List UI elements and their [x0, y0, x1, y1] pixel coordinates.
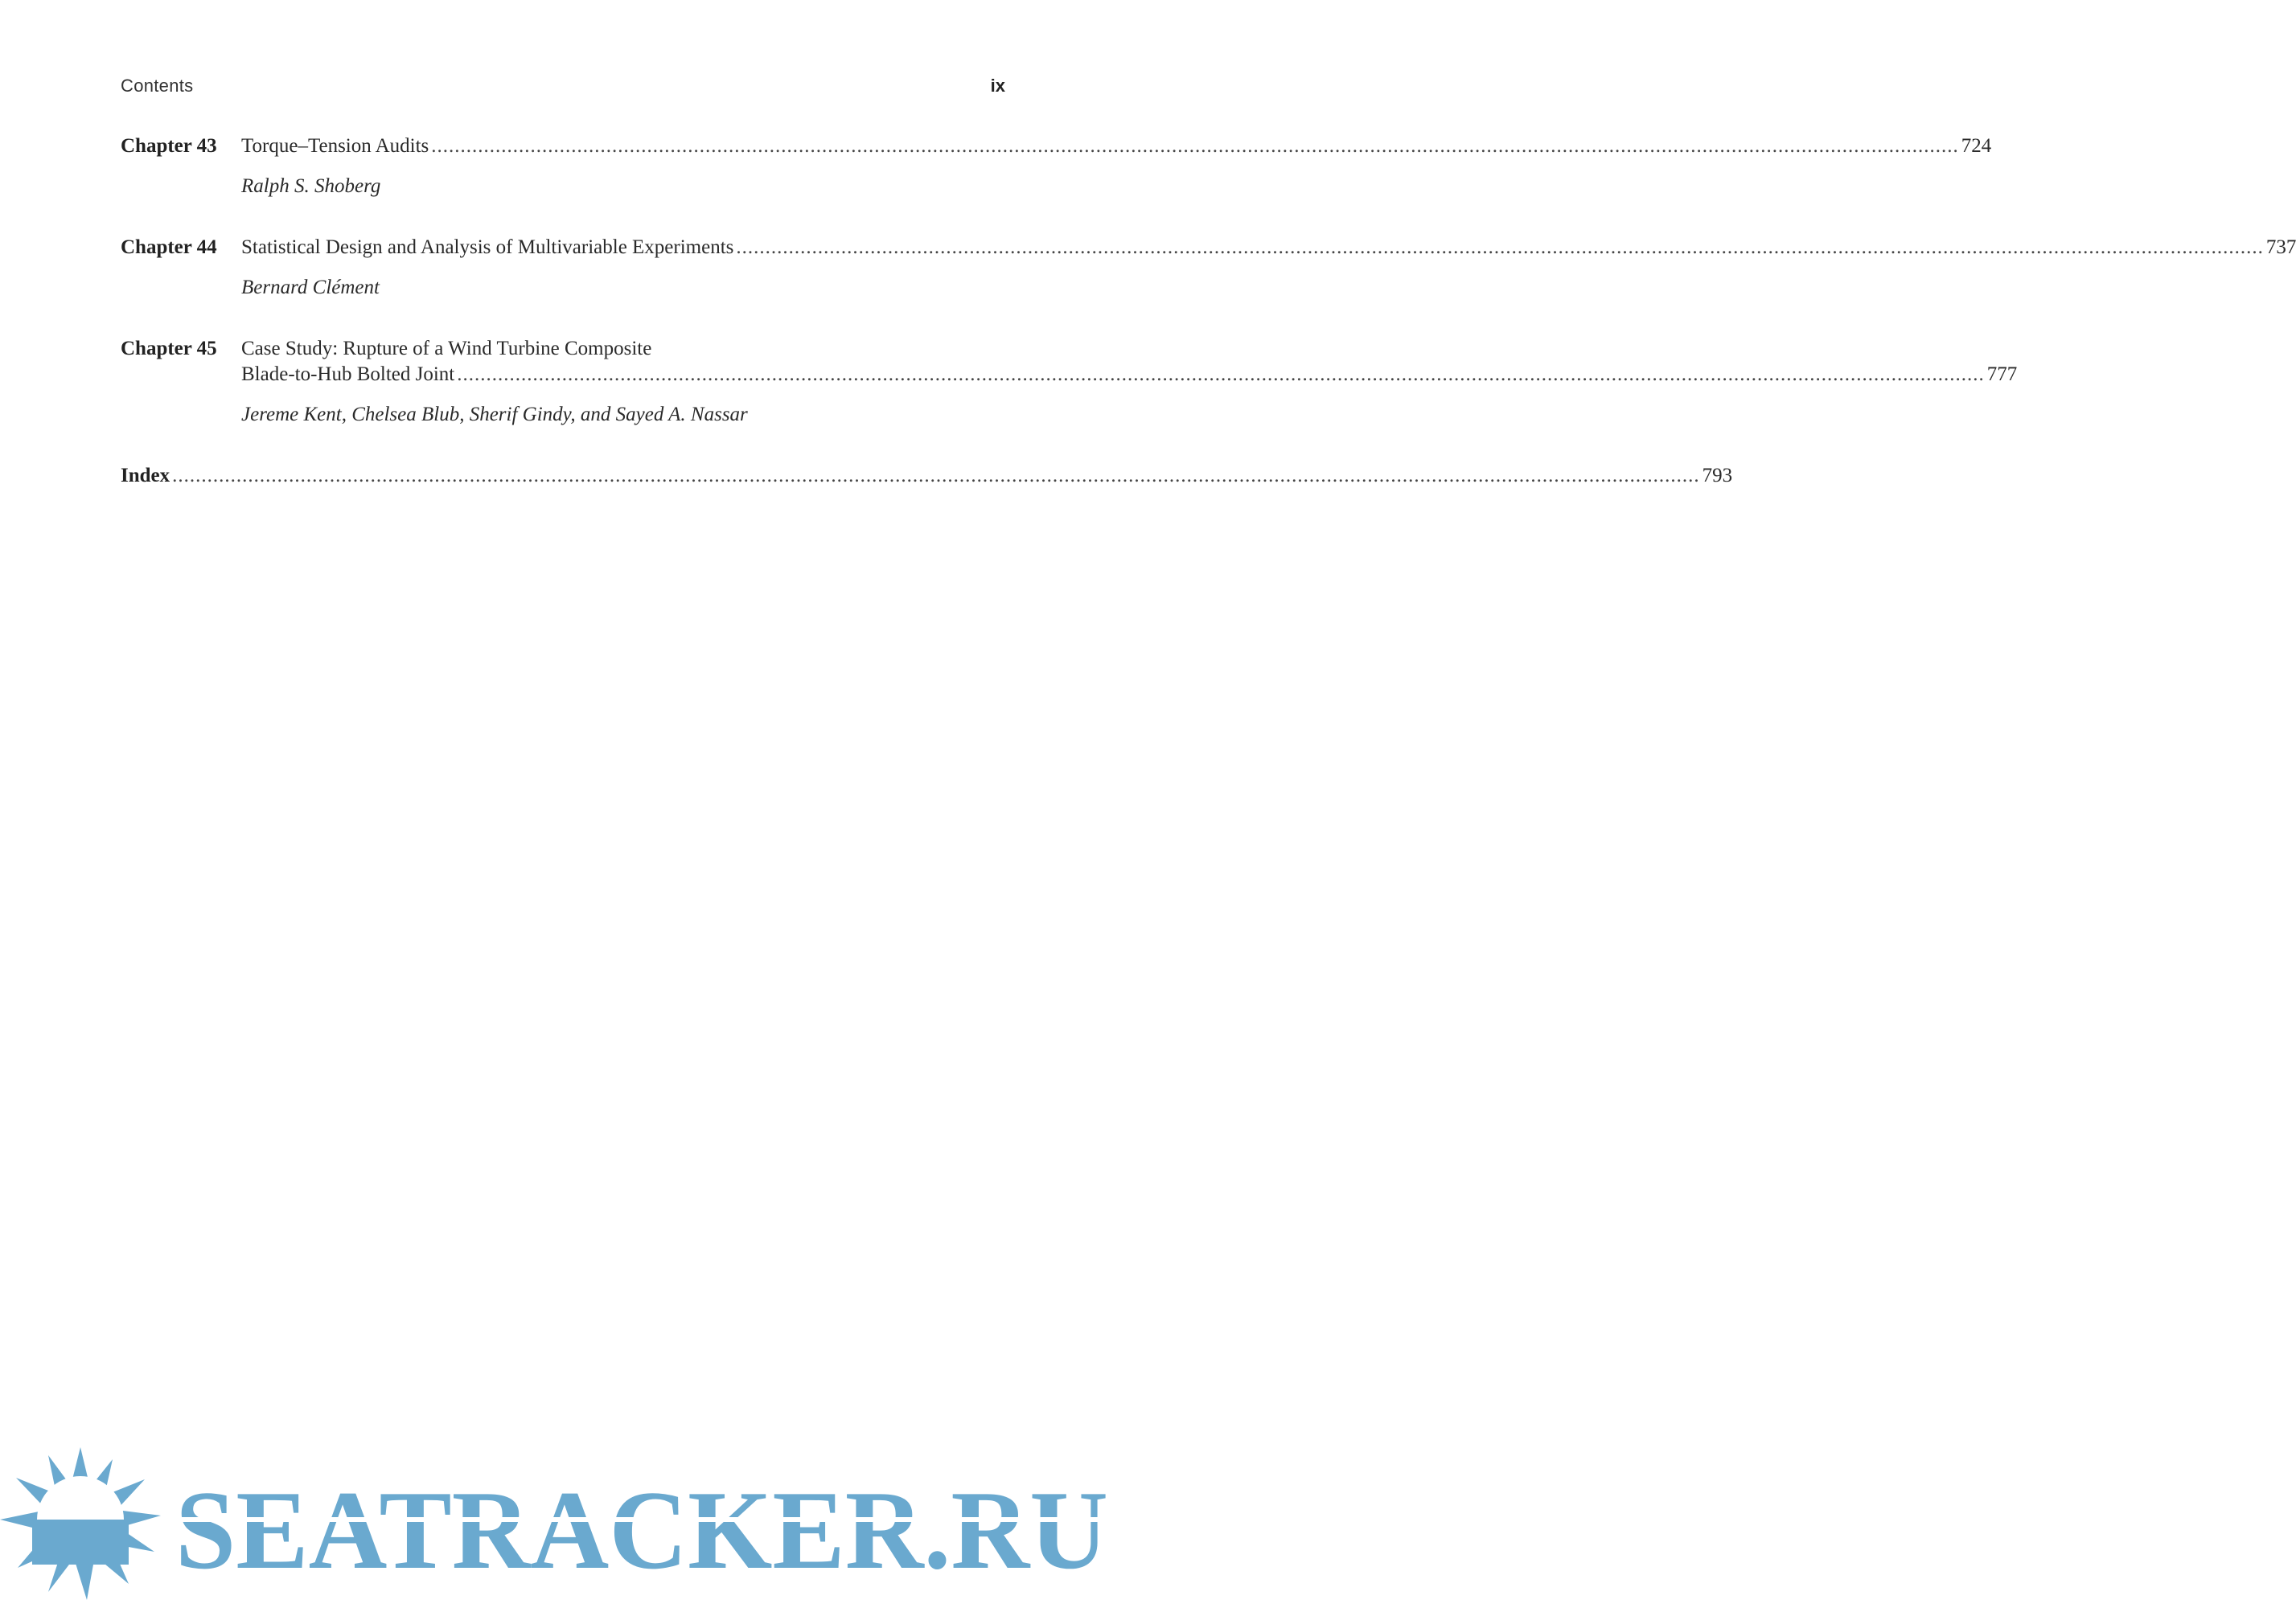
chapter-authors: Bernard Clément: [241, 277, 380, 298]
chapter-label: Chapter 45: [121, 338, 217, 359]
chapter-title: Torque–Tension Audits: [241, 135, 429, 157]
running-head-title: Contents: [121, 76, 194, 96]
sunburst-icon: [0, 1447, 161, 1600]
toc-entry-chapter-44[interactable]: [121, 235, 2296, 301]
chapter-page-number: 737: [2265, 236, 2296, 258]
toc-entry-chapter-43[interactable]: [121, 133, 1992, 199]
chapter-page-number: 777: [1986, 363, 2018, 385]
watermark-logo: [0, 1439, 1126, 1608]
dot-leader: [172, 463, 1700, 489]
toc-entry-index[interactable]: [121, 463, 1733, 489]
chapter-label: Chapter 43: [121, 135, 217, 157]
dot-leader: [736, 235, 2264, 260]
index-page-number: 793: [1702, 465, 1733, 486]
chapter-page-number: 724: [1961, 135, 1992, 157]
chapter-authors: Jereme Kent, Chelsea Blub, Sherif Gindy, and Sayed A. Nassar: [241, 404, 748, 425]
running-head-page-number: ix: [990, 76, 1005, 96]
running-head: [121, 76, 1005, 96]
chapter-title: Statistical Design and Analysis of Multivariable Experiments: [241, 236, 734, 258]
chapter-label: Chapter 44: [121, 236, 217, 258]
toc-entry-chapter-45[interactable]: [121, 336, 2018, 428]
watermark-text: SEATRACKER.RU: [175, 1468, 1108, 1593]
table-of-contents: [121, 133, 2296, 489]
index-label: Index: [121, 465, 170, 486]
chapter-title-line-2: Blade-to-Hub Bolted Joint: [241, 363, 455, 385]
dot-leader: [457, 362, 1985, 388]
chapter-authors: Ralph S. Shoberg: [241, 175, 381, 197]
dot-leader: [431, 133, 1959, 159]
chapter-title-line-1: Case Study: Rupture of a Wind Turbine Composite: [241, 338, 652, 359]
